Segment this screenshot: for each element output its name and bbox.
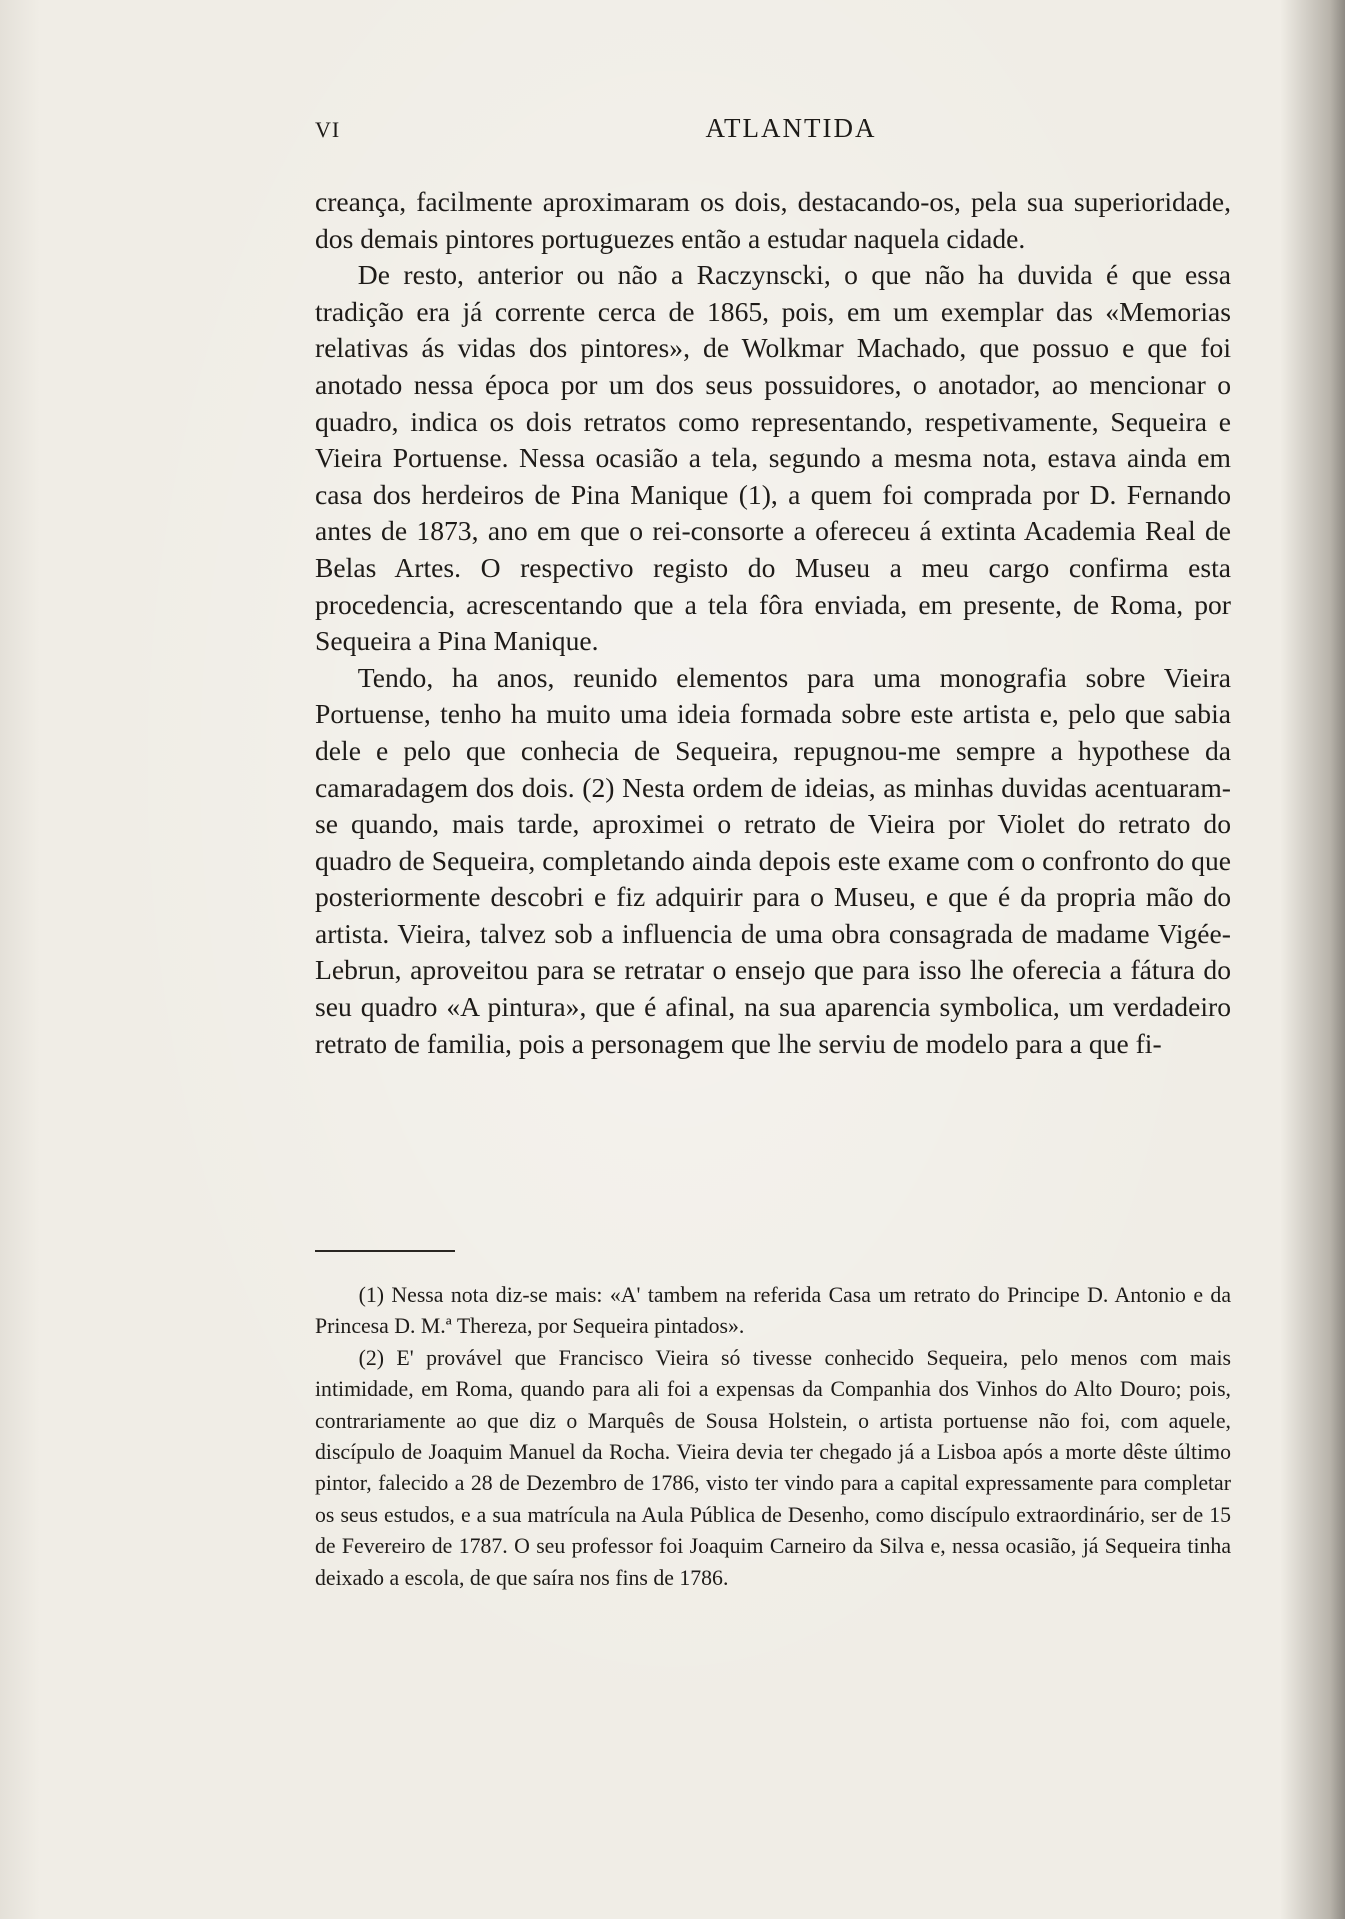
- running-title: ATLANTIDA: [705, 113, 877, 143]
- page-header: [315, 113, 1231, 153]
- footnote-separator: [315, 1250, 455, 1252]
- footnote: (1) Nessa nota diz-se mais: «A' tambem na referida Casa um retrato do Principe D. Antonio e da Princesa D. M.ª Thereza, por Sequeira pintados».: [315, 1283, 1231, 1339]
- body-paragraph: creança, facilmente aproximaram os dois, destacando-os, pela sua superioridade, dos demais pintores portuguezes então a estudar naquela cidade.: [315, 186, 1231, 254]
- body-paragraph: Tendo, ha anos, reunido elementos para uma monografia sobre Vieira Portuense, tenho ha muito uma ideia formada sobre este artista e, pelo que sabia dele e pelo que conhecia de Sequeira, repugnou-me sempre a hypothese da camaradagem dos dois. (2) Nesta ordem de ideias, as minhas duvidas acentuaram-se quando, mais tarde, aproximei o retrato de Vieira por Violet do retrato do quadro de Sequeira, completando ainda depois este exame com o confronto do que posteriormente descobri e fiz adquirir para o Museu, e que é da propria mão do artista. Vieira, talvez sob a influencia de uma obra consagrada de madame Vigée-Lebrun, aproveitou para se retratar o ensejo que para isso lhe oferecia a fátura do seu quadro «A pintura», que é afinal, na sua aparencia symbolica, um verdadeiro retrato de familia, pois a personagem que lhe serviu de modelo para a que fi-: [315, 661, 1231, 1059]
- footnote: (2) E' provável que Francisco Vieira só tivesse conhecido Sequeira, pelo menos com mais intimidade, em Roma, quando para ali foi a expensas da Companhia dos Vinhos do Alto Douro; pois, contrariamente ao que diz o Marquês de Sousa Holstein, o artista portuense não foi, com aquele, discípulo de Joaquim Manuel da Rocha. Vieira devia ter chegado já a Lisboa após a morte dêste último pintor, falecido a 28 de Dezembro de 1786, visto ter vindo para a capital expressamente para completar os seus estudos, e a sua matrícula na Aula Pública de Desenho, como discípulo extraordinário, ser de 15 de Fevereiro de 1787. O seu professor foi Joaquim Carneiro da Silva e, nessa ocasião, já Sequeira tinha deixado a escola, de que saíra nos fins de 1786.: [315, 1345, 1231, 1590]
- body-paragraph: De resto, anterior ou não a Raczynscki, o que não ha duvida é que essa tradição era já corrente cerca de 1865, pois, em um exemplar das «Memorias relativas ás vidas dos pintores», de Wolkmar Machado, que possuo e que foi anotado nessa época por um dos seus possuidores, o anotador, ao mencionar o quadro, indica os dois retratos como representando, respetivamente, Sequeira e Vieira Portuense. Nessa ocasião a tela, segundo a mesma nota, estava ainda em casa dos herdeiros de Pina Manique (1), a quem foi comprada por D. Fernando antes de 1873, ano em que o rei-consorte a ofereceu á extinta Academia Real de Belas Artes. O respectivo registo do Museu a meu cargo confirma esta procedencia, acrescentando que a tela fôra enviada, em presente, de Roma, por Sequeira a Pina Manique.: [315, 259, 1231, 657]
- page-number: VI: [315, 117, 341, 142]
- footnotes: [315, 1280, 1231, 1594]
- main-text: [315, 184, 1231, 1062]
